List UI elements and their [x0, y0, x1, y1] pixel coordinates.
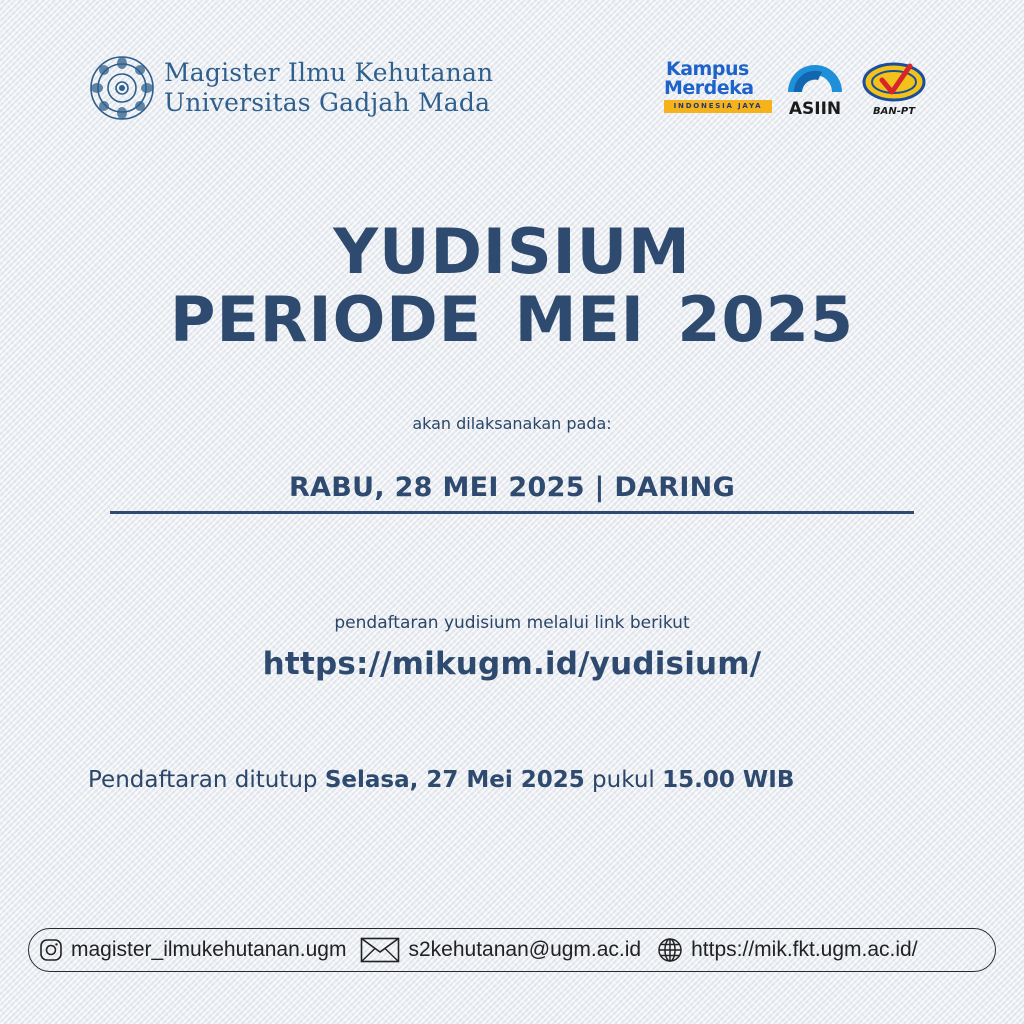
title-line2: PERIODE MEI 2025 [170, 283, 854, 356]
deadline-day: Selasa, 27 Mei 2025 [324, 767, 585, 793]
deadline-mid: pukul [584, 767, 663, 793]
ugm-logo [88, 54, 493, 122]
intro-text: akan dilaksanakan pada: [412, 414, 612, 433]
contact-bar [28, 928, 996, 972]
globe-icon [657, 937, 683, 963]
asiin-logo [782, 58, 848, 120]
institution-name [164, 58, 493, 118]
banpt-label: BAN-PT [872, 106, 916, 117]
title-line1: YUDISIUM [333, 215, 691, 288]
mail-icon [360, 937, 400, 963]
ugm-seal-icon [88, 54, 156, 122]
partner-logos [664, 58, 928, 120]
event-date: RABU, 28 MEI 2025 | DARING [288, 472, 736, 503]
instagram-icon [39, 938, 63, 962]
deadline-time: 15.00 WIB [662, 767, 795, 793]
institution-line2: Universitas Gadjah Mada [164, 88, 491, 117]
kampus-line1: Kampus [666, 58, 749, 80]
website-contact[interactable] [657, 937, 917, 963]
instagram-contact[interactable] [39, 938, 346, 962]
email-address: s2kehutanan@ugm.ac.id [408, 938, 642, 961]
email-contact[interactable] [360, 937, 641, 963]
kampus-tagline: INDONESIA JAYA [664, 100, 772, 113]
kampus-line2: Merdeka [664, 77, 754, 99]
asiin-label: ASIIN [788, 99, 842, 119]
registration-note: pendaftaran yudisium melalui link berikut [334, 613, 690, 633]
ban-pt-logo [860, 58, 928, 120]
instagram-handle: magister_ilmukehutanan.ugm [71, 938, 347, 961]
deadline-prefix: Pendaftaran ditutup [88, 767, 325, 793]
institution-line1: Magister Ilmu Kehutanan [164, 58, 494, 87]
kampus-merdeka-logo [664, 58, 774, 120]
registration-link[interactable]: https://mikugm.id/yudisium/ [262, 646, 762, 682]
divider [110, 511, 914, 514]
deadline-text [88, 767, 948, 793]
website-url: https://mik.fkt.ugm.ac.id/ [691, 938, 918, 961]
